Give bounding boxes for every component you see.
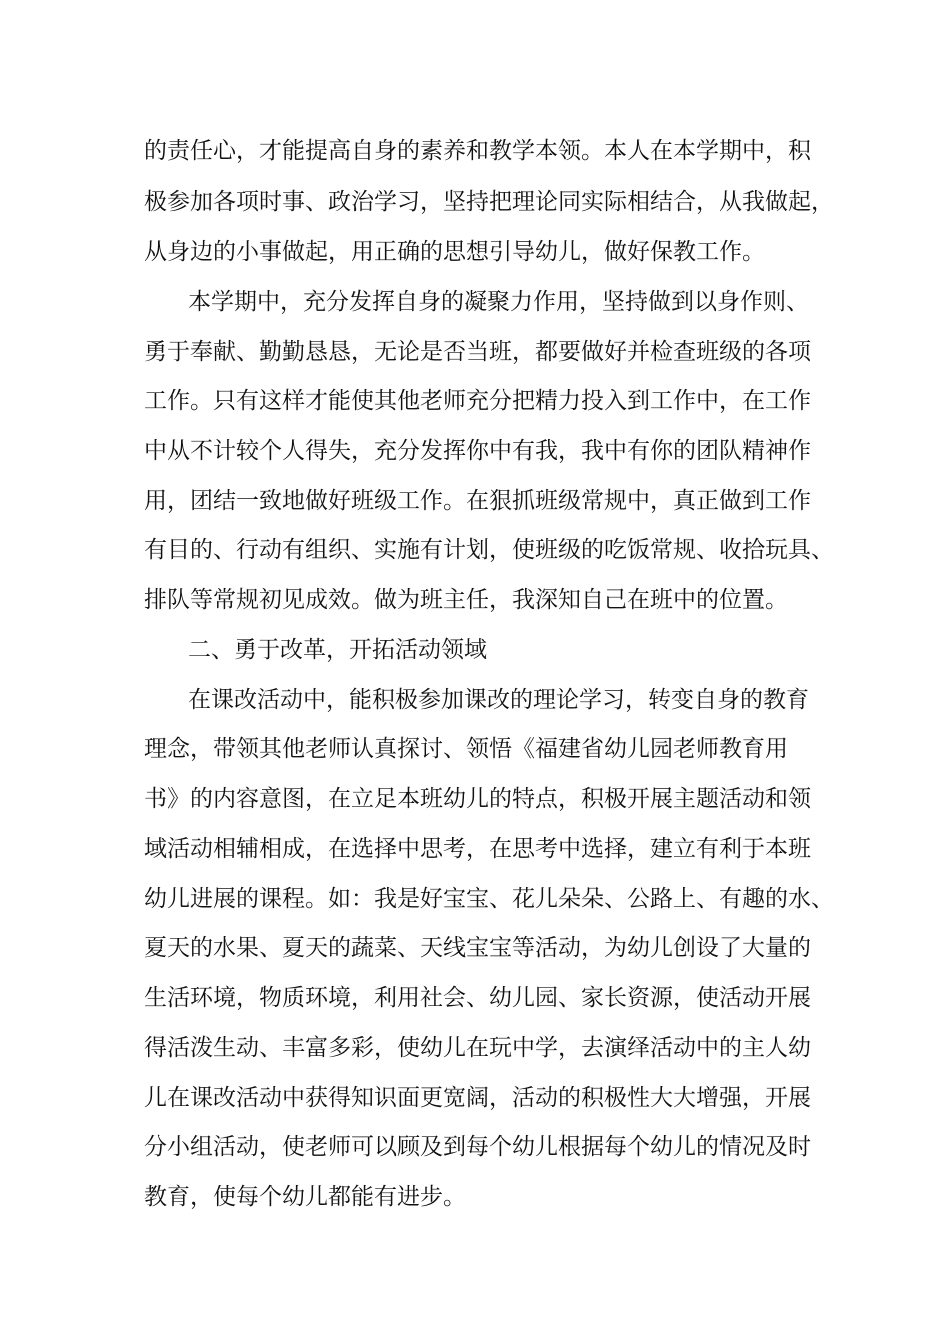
paragraph-line: 极参加各项时事、政治学习，坚持把理论同实际相结合，从我做起， <box>144 189 834 215</box>
paragraph-line: 工作。只有这样才能使其他老师充分把精力投入到工作中，在工作 <box>144 388 811 414</box>
paragraph-line: 排队等常规初见成效。做为班主任，我深知自己在班中的位置。 <box>144 587 788 613</box>
paragraph-line: 的责任心，才能提高自身的素养和教学本领。本人在本学期中，积 <box>144 138 811 164</box>
paragraph-line: 用，团结一致地做好班级工作。在狠抓班级常规中，真正做到工作 <box>144 488 811 514</box>
paragraph-line: 幼儿进展的课程。如：我是好宝宝、花儿朵朵、公路上、有趣的水、 <box>144 886 834 912</box>
paragraph-line: 得活泼生动、丰富多彩，使幼儿在玩中学，去演绎活动中的主人幼 <box>144 1035 811 1061</box>
paragraph-line: 夏天的水果、夏天的蔬菜、天线宝宝等活动，为幼儿创设了大量的 <box>144 935 811 961</box>
paragraph-line: 有目的、行动有组织、实施有计划，使班级的吃饭常规、收拾玩具、 <box>144 537 834 563</box>
paragraph-line: 在课改活动中，能积极参加课改的理论学习，转变自身的教育 <box>188 687 809 713</box>
section-heading: 二、勇于改革，开拓活动领域 <box>188 637 487 663</box>
paragraph-line: 域活动相辅相成，在选择中思考，在思考中选择，建立有利于本班 <box>144 836 811 862</box>
paragraph-line: 从身边的小事做起，用正确的思想引导幼儿，做好保教工作。 <box>144 239 765 265</box>
paragraph-line: 理念，带领其他老师认真探讨、领悟《福建省幼儿园老师教育用 <box>144 736 788 762</box>
paragraph-line: 分小组活动，使老师可以顾及到每个幼儿根据每个幼儿的情况及时 <box>144 1134 811 1160</box>
paragraph-line: 书》的内容意图，在立足本班幼儿的特点，积极开展主题活动和领 <box>144 786 811 812</box>
paragraph-line: 教育，使每个幼儿都能有进步。 <box>144 1184 466 1210</box>
paragraph-line: 勇于奉献、勤勤恳恳，无论是否当班，都要做好并检查班级的各项 <box>144 339 811 365</box>
paragraph-line: 本学期中，充分发挥自身的凝聚力作用，坚持做到以身作则、 <box>188 289 809 315</box>
paragraph-line: 中从不计较个人得失，充分发挥你中有我，我中有你的团队精神作 <box>144 438 811 464</box>
paragraph-line: 生活环境，物质环境，利用社会、幼儿园、家长资源，使活动开展 <box>144 985 811 1011</box>
paragraph-line: 儿在课改活动中获得知识面更宽阔，活动的积极性大大增强，开展 <box>144 1085 811 1111</box>
